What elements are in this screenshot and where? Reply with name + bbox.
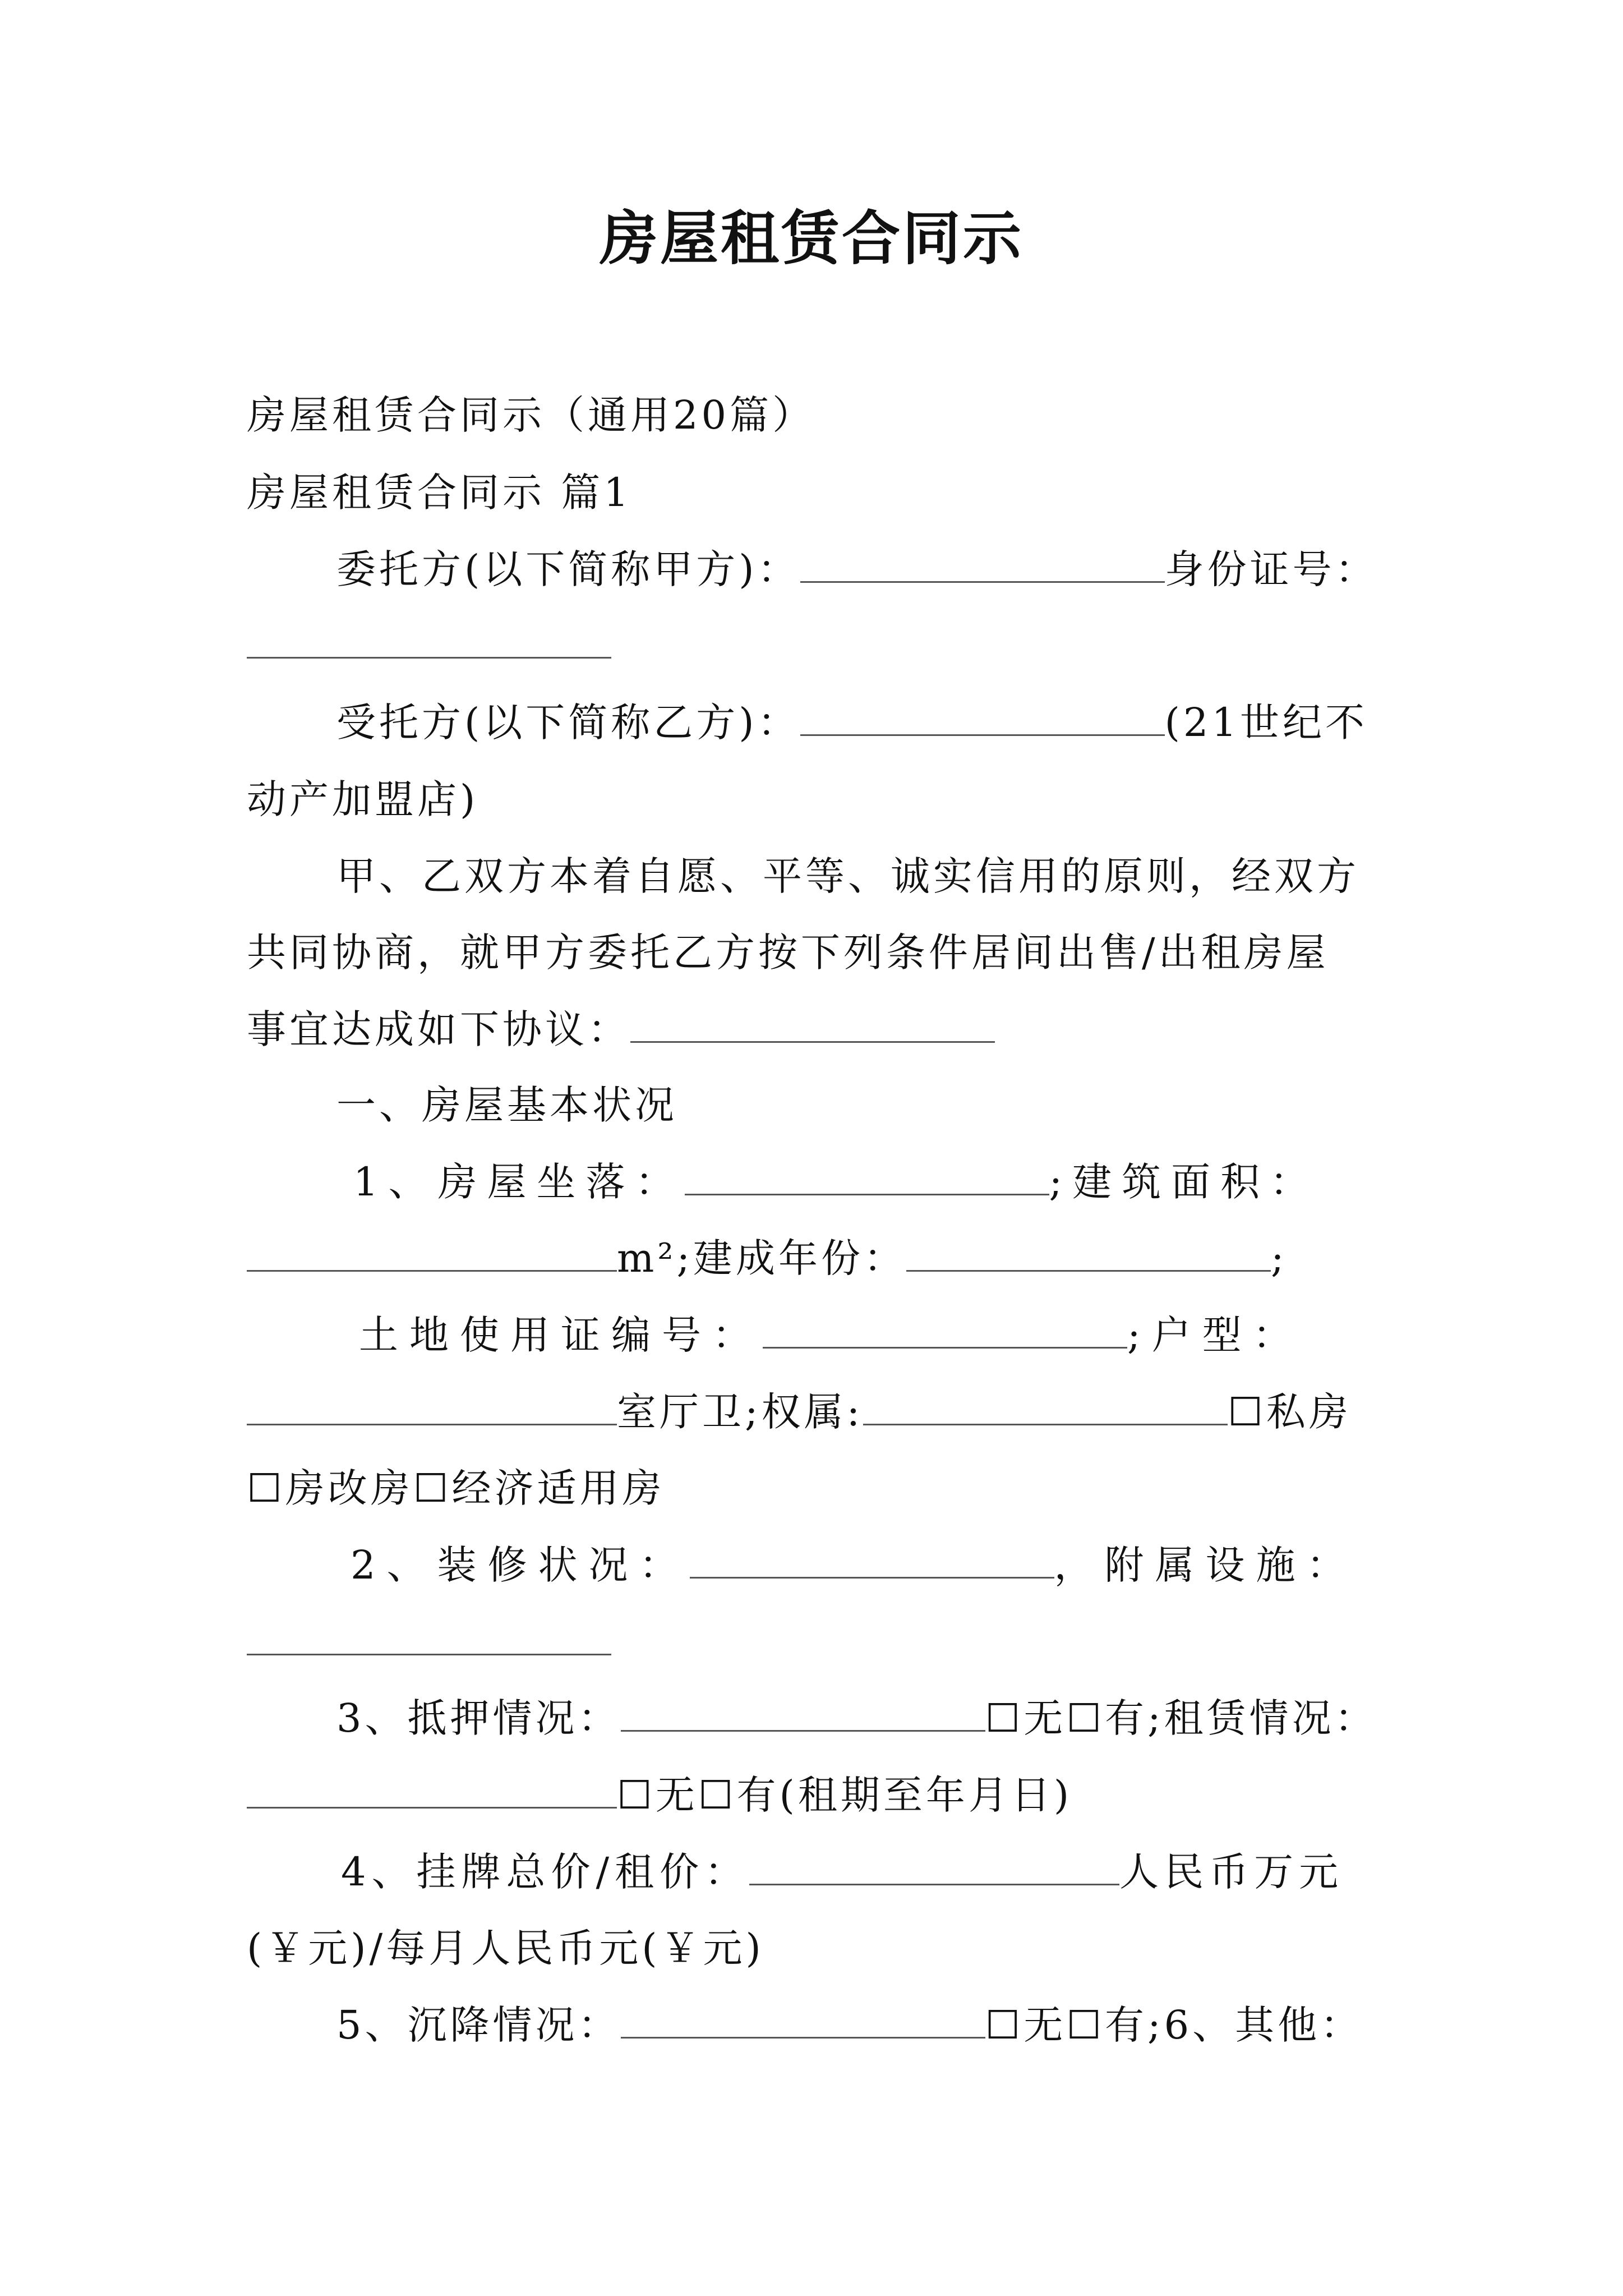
layout-label: ;户型：: [1127, 1312, 1303, 1358]
settlement-label: 5、沉降情况：: [336, 2002, 621, 2048]
land-cert-label: 土地使用证编号：: [359, 1312, 763, 1358]
facilities-line: [247, 1614, 1385, 1670]
document-title: 房屋租赁合同示: [599, 204, 1023, 273]
paragraph-line: 甲、乙双方本着自愿、平等、诚实信用的原则，经双方: [336, 853, 1359, 899]
settlement-options[interactable]: ☐无☐有;6、其他：: [985, 2002, 1363, 2048]
semicolon: ;: [1271, 1235, 1288, 1281]
land-cert-line: [359, 1307, 1385, 1363]
client-label: 委托方(以下简称甲方)：: [336, 546, 800, 592]
ownership-blank[interactable]: [863, 1389, 1228, 1425]
area-blank[interactable]: [247, 1235, 617, 1272]
section-title: 房屋租赁合同示 篇1: [247, 470, 632, 516]
location-blank[interactable]: [685, 1159, 1049, 1195]
id-number-blank[interactable]: [247, 622, 611, 659]
price-blank[interactable]: [749, 1849, 1119, 1885]
mortgage-line: [336, 1690, 1402, 1746]
price-detail: (￥元)/每月人民币元(￥元): [247, 1925, 764, 1971]
lease-line: [247, 1767, 1385, 1823]
agent-line: [336, 694, 1391, 751]
price-unit: 人民币万元: [1119, 1849, 1344, 1895]
settlement-blank[interactable]: [621, 2002, 985, 2039]
location-label: 1、房屋坐落：: [353, 1159, 685, 1205]
mortgage-blank[interactable]: [621, 1695, 985, 1732]
mortgage-options[interactable]: ☐无☐有;租赁情况：: [985, 1695, 1377, 1741]
settlement-line: [336, 1997, 1402, 2053]
ownership-line: [247, 1384, 1385, 1440]
price-label: 4、挂牌总价/租价：: [341, 1849, 750, 1895]
client-line: [336, 541, 1402, 597]
agent-note: (21世纪不: [1164, 700, 1368, 746]
decoration-label: 2、装修状况：: [351, 1542, 690, 1588]
client-name-blank[interactable]: [800, 546, 1165, 583]
lease-options[interactable]: ☐无☐有(租期至年月日): [617, 1772, 1073, 1818]
paragraph-line: 共同协商，就甲方委托乙方按下列条件居间出售/出租房屋: [247, 930, 1329, 976]
ownership-label: 室厅卫;权属:: [617, 1389, 864, 1435]
decoration-line: [351, 1537, 1385, 1593]
year-blank[interactable]: [906, 1235, 1271, 1272]
mortgage-label: 3、抵押情况：: [336, 1695, 621, 1741]
document-subtitle: 房屋租赁合同示（通用20篇）: [247, 392, 815, 438]
agent-label: 受托方(以下简称乙方)：: [336, 700, 800, 746]
agent-note-cont: 动产加盟店): [247, 776, 479, 822]
location-line: [353, 1154, 1385, 1210]
agreement-blank[interactable]: [630, 1006, 995, 1043]
area-line: [247, 1230, 1385, 1286]
id-number-label: 身份证号：: [1164, 546, 1378, 592]
paragraph-line: [247, 1001, 1385, 1057]
ownership-options[interactable]: ☐房改房☐经济适用房: [247, 1465, 665, 1511]
year-label: m²;建成年份：: [617, 1235, 907, 1281]
price-line: [341, 1844, 1385, 1900]
agreement-label: 事宜达成如下协议：: [247, 1006, 630, 1052]
private-house-option[interactable]: ☐私房: [1228, 1389, 1352, 1435]
lease-blank[interactable]: [247, 1772, 617, 1809]
facilities-label: ，附属设施：: [1054, 1542, 1357, 1588]
id-number-line: [247, 617, 1385, 673]
land-cert-blank[interactable]: [763, 1312, 1127, 1349]
area-label: ;建筑面积：: [1049, 1159, 1320, 1205]
decoration-blank[interactable]: [690, 1542, 1054, 1579]
facilities-blank[interactable]: [247, 1619, 611, 1655]
agent-name-blank[interactable]: [800, 700, 1165, 736]
layout-blank[interactable]: [247, 1389, 617, 1425]
section-heading: 一、房屋基本状况: [336, 1082, 677, 1128]
